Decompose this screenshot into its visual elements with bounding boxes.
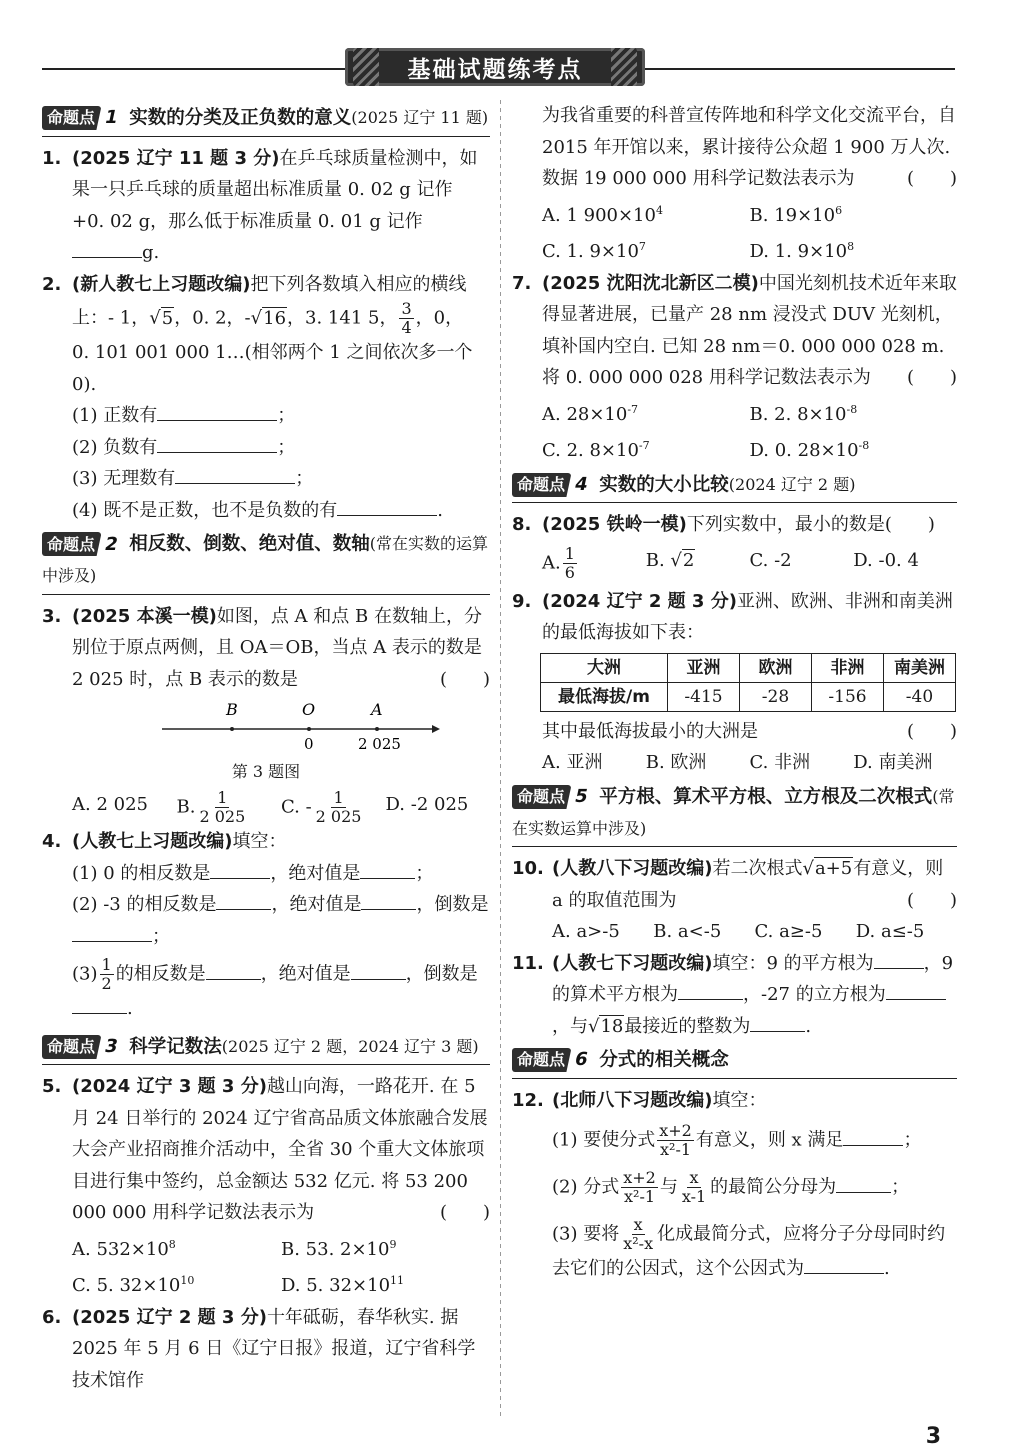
table-header-row [541,653,956,682]
answer-blank[interactable] [72,993,127,1014]
topic-tag: 命题点 [512,1048,571,1072]
answer-blank[interactable] [836,1172,891,1193]
question-text: 亚洲、欧洲、非洲和南美洲的最低海拔如下表： [542,590,953,644]
question-number: 4. [42,831,62,852]
option-a[interactable]: A. 亚洲 [542,752,603,774]
figure-caption: 第 3 题图 [231,762,301,781]
numerator: 3 [401,299,412,319]
question-6-continued [512,100,957,195]
option-text: A. 532×10 [72,1238,169,1260]
table-header-cell: 非洲 [812,653,884,682]
sub-label: (1) 0 的相反数是 [72,862,211,884]
punct: ； [277,436,296,458]
question-text: ，与 [552,1015,588,1037]
question-1 [42,143,490,269]
option-text: C. 1. 9×10 [542,241,639,262]
option-d[interactable] [750,231,958,268]
sub-label: (3) 无理数有 [72,468,176,490]
fraction [197,789,247,826]
punct: ； [277,405,296,427]
q2-sub-1 [42,400,490,432]
question-source: (2024 辽宁 2 题 3 分) [542,590,737,612]
topic-source: (2024 辽宁 2 题) [728,474,856,494]
sub-label: ，绝对值是 [270,862,361,884]
answer-blank[interactable] [72,237,142,258]
topic-title: 实数的分类及正负数的意义 [129,107,352,129]
table-header-cell: 大洲 [541,653,668,682]
question-text: 为我省重要的科普宣传阵地和科学文化交流平台，自 2015 年开馆以来，累计接待公众超 1 900 万人次. 数据 19 000 000 用科学记数法表示为 [542,105,956,189]
topic-source: (2025 辽宁 11 题) [351,108,489,127]
question-text: 越山向海，一路花开. 在 5 月 24 日举行的 2024 辽宁省高品质文体旅融合发展大会产业招商推介活动中，全省 30 个重大文体旅项目进行集中签约，总金额达 532 亿元. 将 53 200 000 000 用科学记数法表示为 [72,1076,488,1224]
q4-sub-2 [42,889,490,952]
punct: . [884,1258,890,1280]
question-source: (人教七上习题改编) [72,831,233,852]
number-line-figure [72,695,490,761]
exponent: 10 [180,1274,195,1288]
topic-tag: 命题点 [512,785,571,809]
option-label: A. [542,552,561,574]
exponent: 11 [390,1274,405,1288]
topic-3-header [42,1031,490,1066]
option-a[interactable]: A. 2 025 [72,794,148,815]
question-text: 其中最低海拔最小的大洲是 [542,720,758,742]
question-text: 填空： [232,831,287,852]
topic-6-header [512,1044,957,1079]
option-b[interactable]: B. 欧洲 [645,752,707,774]
option-c[interactable]: C. 非洲 [749,752,811,774]
denominator: x²-1 [660,1140,692,1160]
number-line-arrow [432,725,440,733]
question-9 [512,586,957,649]
question-source: (2024 辽宁 3 题 3 分) [72,1076,267,1098]
option-b[interactable] [750,394,958,431]
q4-sub-1 [42,858,490,890]
question-number: 10. [512,858,544,879]
table-header-cell: 欧洲 [740,653,812,682]
topic-number: 4 [566,469,597,501]
exponent: 6 [835,203,843,217]
q2-sub-2 [42,432,490,464]
option-c[interactable] [281,789,386,826]
sub-label: (3) [72,963,98,985]
question-source: (人教七下习题改编) [552,952,713,974]
exponent: 9 [389,1237,397,1251]
number-list: ，0. 2，- [174,307,251,329]
question-number: 12. [512,1089,544,1111]
q2-sub-4 [42,495,490,527]
tick-zero: 0 [304,735,314,753]
answer-paren[interactable]: ( ) [906,720,957,742]
fraction [314,789,364,826]
page-number: 3 [925,1424,941,1449]
point-o [307,727,311,731]
q8-options [512,545,957,582]
option-c[interactable]: C. -2 [749,549,792,571]
q2-sub-3 [42,463,490,495]
option-text: B. 19×10 [749,204,836,226]
q3-options [42,789,490,826]
answer-blank[interactable] [360,858,415,879]
numerator: x [689,1168,699,1188]
punct: ； [891,1176,910,1198]
punct: ； [152,925,170,947]
q9-ask [512,716,957,748]
answer-blank[interactable] [750,1011,805,1032]
question-source: (2025 铁岭一模) [542,514,687,536]
question-11: 11. (人教七下习题改编)填空：9 的平方根为 ，9 的算术平方根为 ，-27 的立方根为，与√18最接近的整数为 . [512,948,957,1043]
label-o: O [302,700,316,719]
point-a [375,727,379,731]
topic-tag: 命题点 [42,532,101,556]
sub-label: (3) 要将 [552,1223,620,1245]
question-5 [42,1071,490,1229]
option-a[interactable]: A. a>-5 [552,921,620,942]
topic-number: 1 [96,102,127,134]
option-text: C. 2. 8×10 [542,440,639,461]
answer-blank[interactable] [804,1253,884,1274]
denominator: 4 [401,318,412,338]
question-text: 填空： [712,1089,767,1111]
topic-number: 5 [566,781,597,813]
table-header-cell: 南美洲 [884,653,956,682]
point-b [230,727,234,731]
option-label: B. [176,796,196,818]
fraction [563,545,577,582]
option-b[interactable]: B. a<-5 [653,921,722,942]
sub-label: (1) 要使分式 [552,1129,656,1151]
sub-label: ，倒数是 [416,894,489,915]
punct: . [805,1015,812,1037]
sqrt-radicand: 16 [263,307,287,329]
altitude-table [540,653,956,712]
q7-options [512,394,957,467]
denominator: x²-1 [624,1187,656,1207]
answer-paren[interactable]: ( ) [906,367,957,388]
sub-label: 有意义，则 x 满足 [695,1129,844,1151]
question-source: (2025 本溪一模) [72,605,217,627]
sqrt-radicand: 18 [600,1015,624,1037]
question-number: 6. [42,1306,62,1328]
question-text: 在乒乓球质量检测中，如果一只乒乓球的质量超出标准质量 0. 02 g 记作 +0. 02 g，那么低于标准质量 0. 01 g 记作 [72,147,478,232]
label-a: A [371,700,383,719]
question-8 [512,509,957,541]
sqrt-radicand: 5 [161,307,174,329]
topic-tag: 命题点 [42,106,101,130]
right-column [512,100,957,1285]
option-text: D. 0. 28×10 [749,440,859,461]
numerator: 1 [333,788,344,807]
fraction [621,1216,655,1253]
option-d[interactable]: D. 南美洲 [853,752,933,774]
denominator: 2 025 [315,807,362,826]
answer-blank[interactable] [886,979,946,1000]
option-text: B. 53. 2×10 [281,1238,390,1260]
answer-blank[interactable] [361,889,416,910]
question-number: 1. [42,147,62,169]
header-rule-left [42,68,345,70]
question-text: 中国光刻机技术近年来取得显著进展，已量产 28 nm 浸没式 DUV 光刻机，填补国内空白. 已知 28 nm＝0. 000 000 028 m. 将 0. 000 000 028 用科学记数法表示为 [542,272,957,388]
question-number: 11. [512,952,544,974]
topic-tag: 命题点 [42,1035,101,1059]
sub-label: (2) 分式 [552,1176,620,1198]
topic-title: 相反数、倒数、绝对值、数轴 [129,533,370,555]
fraction [399,300,413,337]
answer-blank[interactable] [874,948,924,969]
question-number: 9. [512,590,532,612]
question-text: 有意义，则 a 的取值范围为 [552,858,944,911]
answer-paren[interactable]: ( ) [439,668,490,690]
question-text: ，-27 的立方根为 [743,984,886,1005]
question-4 [42,826,490,858]
header-rule-right [645,68,955,70]
denominator: 6 [564,562,575,582]
exponent: 4 [655,203,663,217]
topic-number: 6 [566,1044,597,1076]
sqrt-radicand: a+5 [814,858,853,879]
option-c[interactable] [72,1265,281,1302]
option-b[interactable] [750,195,958,232]
topic-title: 实数的大小比较 [599,473,729,495]
option-d[interactable]: D. -0. 4 [853,549,919,571]
question-text: 如图，点 A 和点 B 在数轴上，分别位于原点两侧，且 OA＝OB，当点 A 表示的数是 2 025 时，点 B 表示的数是 [72,605,482,690]
section-banner [345,48,645,86]
answer-blank[interactable] [216,889,271,910]
table-cell: -40 [884,682,956,711]
question-10: 10. (人教八下习题改编)若二次根式√a+5有意义，则 a 的取值范围为 ( ) [512,853,957,916]
answer-blank[interactable] [175,463,295,484]
answer-blank[interactable] [337,495,437,516]
label-b: B [226,700,238,719]
left-column [42,100,490,1396]
numerator: x+2 [659,1121,692,1141]
numerator: x [633,1215,643,1235]
question-source: (2025 沈阳沈北新区二模) [542,272,759,294]
table-cell: -28 [740,682,812,711]
answer-paren[interactable]: ( ) [906,168,957,189]
option-c[interactable] [542,430,750,467]
topic-4-header [512,469,957,504]
numerator: x+2 [623,1168,656,1188]
option-text: A. 28×10 [542,403,628,425]
q12-sub-2 [512,1169,957,1206]
table-cell: -156 [812,682,884,711]
question-text: 0. 101 001 000 1…(相邻两个 1 之间依次多一个 0). [72,342,473,395]
table-row [541,682,956,711]
topic-number: 2 [96,529,127,561]
topic-source: (常在实数运算中涉及) [512,786,955,838]
sub-label: 的相反数是 [115,963,206,985]
punct: . [127,998,133,1019]
q10-options [512,916,957,948]
question-number: 8. [512,514,532,536]
question-text: 十年砥砺，春华秋实. 据 2025 年 5 月 6 日《辽宁日报》报道，辽宁省科学技术馆作 [72,1306,476,1391]
answer-blank[interactable] [210,858,270,879]
topic-2-header [42,528,490,594]
option-text: B. 2. 8×10 [749,403,847,425]
sub-label: ，绝对值是 [260,963,351,985]
numerator: 1 [217,788,228,807]
sub-label: (4) 既不是正数，也不是负数的有 [72,499,338,521]
answer-paren[interactable]: ( ) [906,889,957,911]
column-divider [500,100,501,1420]
option-label: C. - [281,796,312,818]
option-d[interactable]: D. -2 025 [385,794,469,815]
option-c[interactable] [542,231,750,268]
exponent: -8 [858,439,870,452]
fraction [100,956,114,993]
table-header-cell: 亚洲 [668,653,740,682]
tick-2025: 2 025 [358,735,401,753]
exponent: -8 [846,402,858,416]
number-list: ，3. 141 5， [287,307,398,329]
option-text: D. 1. 9×10 [749,241,848,262]
section-title: 基础试题练考点 [407,56,583,83]
sqrt-radicand: 2 [682,549,695,571]
fraction [680,1169,708,1206]
question-7 [512,268,957,394]
answer-blank[interactable] [351,959,406,980]
punct: ； [903,1129,922,1151]
exponent: 8 [847,240,855,253]
option-a[interactable] [542,394,750,431]
question-text: 填空：9 的平方根为 [712,952,874,974]
answer-blank[interactable] [157,432,277,453]
fraction [621,1169,658,1206]
sub-label: 的最简公分母为 [710,1176,837,1198]
sub-label: ，绝对值是 [271,894,362,915]
numerator: 1 [564,543,575,563]
topic-number: 3 [96,1031,127,1063]
question-12 [512,1085,957,1117]
topic-source: (常在实数的运算中涉及) [42,534,489,585]
q12-sub-1 [512,1122,957,1159]
question-text: 下列实数中，最小的数是( ) [686,514,935,536]
topic-5-header [512,781,957,847]
q9-options [512,747,957,779]
exponent: 7 [638,240,646,253]
question-source: (2025 辽宁 2 题 3 分) [72,1306,267,1328]
answer-blank[interactable] [72,921,152,942]
option-text: C. 5. 32×10 [72,1275,181,1297]
number-line-svg [72,695,482,761]
table-cell: -415 [668,682,740,711]
question-source: (新人教七上习题改编) [72,273,251,295]
question-source: (人教八下习题改编) [552,858,713,879]
question-number: 7. [512,272,532,294]
exponent: 8 [168,1237,176,1251]
question-number: 5. [42,1076,62,1098]
punct: . [437,499,443,521]
topic-source: (2025 辽宁 2 题，2024 辽宁 3 题) [221,1036,479,1056]
answer-blank[interactable] [678,979,743,1000]
denominator: x-1 [681,1187,707,1207]
question-text: 最接近的整数为 [624,1015,751,1037]
question-text: ，9 的算术平方根为 [552,952,954,1005]
question-number: 2. [42,273,62,295]
answer-blank[interactable] [157,400,277,421]
question-source: (北师八下习题改编) [552,1089,713,1111]
number-list: ，0， [415,307,464,329]
option-d[interactable] [750,430,958,467]
topic-title: 分式的相关概念 [599,1049,729,1071]
question-unit: g. [142,242,160,264]
sub-label: ，倒数是 [405,963,478,985]
topic-title: 平方根、算术平方根、立方根及二次根式 [599,786,933,807]
question-text: 若二次根式 [712,858,803,879]
denominator: 2 025 [199,807,246,826]
option-d[interactable] [281,1265,490,1302]
option-label: B. [645,549,665,571]
option-d[interactable]: D. a≤-5 [855,921,925,942]
sub-label: (2) -3 的相反数是 [72,894,217,915]
q5-options [42,1229,490,1302]
option-a[interactable] [542,195,750,232]
exponent: -7 [638,439,650,452]
q6-options [512,195,957,268]
option-b[interactable] [281,1229,490,1266]
banner-stripe-right [611,48,637,86]
numerator: 1 [101,955,112,974]
table-cell: 最低海拔/m [541,682,668,711]
option-text: D. 5. 32×10 [281,1275,391,1297]
sub-label: 与 [659,1176,678,1198]
q4-sub-3 [42,956,490,1025]
option-c[interactable]: C. a≥-5 [754,921,823,942]
punct: ； [295,468,314,490]
question-number: 3. [42,605,62,627]
question-text: 把下列各数填入相应的横线上： [72,273,467,329]
question-3 [42,601,490,696]
sub-label: (2) 负数有 [72,436,158,458]
question-source: (2025 辽宁 11 题 3 分) [72,147,280,169]
answer-blank[interactable] [206,959,261,980]
option-text: A. 1 900×10 [542,204,656,226]
punct: ； [415,862,434,884]
sub-label: 化成最简分式，应将分子分母同时约去它们的公因式，这个公因式为 [552,1223,946,1280]
option-b[interactable]: B. √2 [645,549,695,571]
fraction [657,1122,694,1159]
denominator: 2 [101,974,112,993]
topic-title: 科学记数法 [129,1035,222,1057]
option-a[interactable] [542,545,646,582]
q12-sub-3 [512,1216,957,1285]
topic-1-header [42,102,490,137]
sub-label: (1) 正数有 [72,405,158,427]
exponent: -7 [627,402,639,416]
option-b[interactable] [177,789,282,826]
answer-blank[interactable] [843,1125,903,1146]
denominator: x²-x [623,1234,654,1254]
question-6 [42,1302,490,1397]
answer-paren[interactable]: ( ) [439,1202,490,1224]
number-list: - 1， [108,307,150,329]
topic-tag: 命题点 [512,473,571,497]
banner-stripe-left [353,48,379,86]
question-2: 2. (新人教七上习题改编)把下列各数填入相应的横线上：- 1，√5，0. 2，-√16，3. 141 5， $\frac{3}{4}$ ，0， 0. 101 001 000 1…(相邻两个 1 之间依次多一个 0). [42,269,490,401]
option-a[interactable] [72,1229,281,1266]
